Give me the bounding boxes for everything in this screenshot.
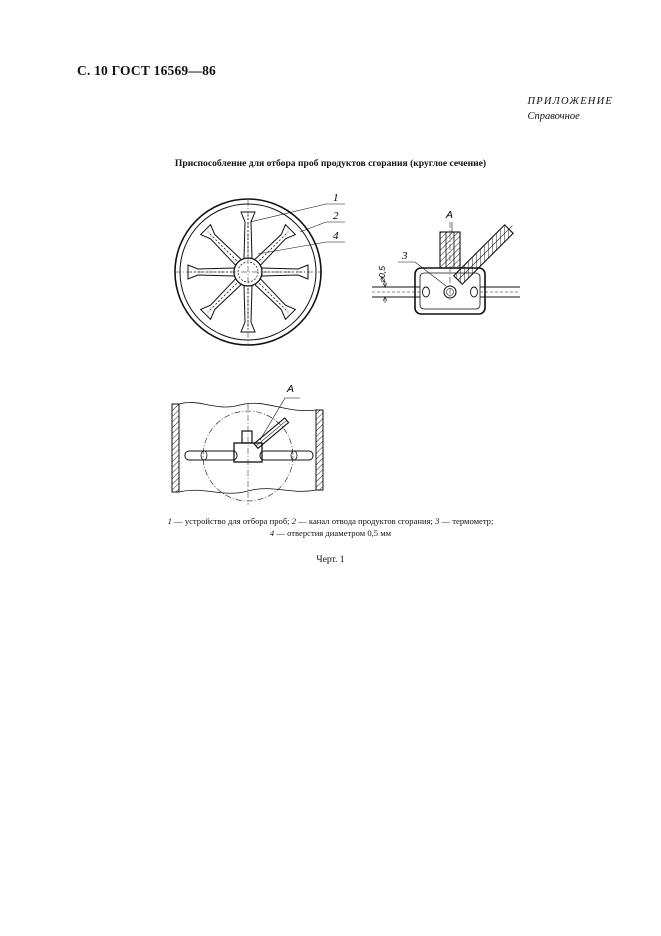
caption-text-3: — термометр; [439, 516, 494, 526]
callout-3: 3 [402, 250, 408, 262]
pipe-side-view [172, 398, 323, 505]
caption-text-4: — отверстия диаметром 0,5 мм [274, 528, 392, 538]
caption-text-1: — устройство для отбора проб; [171, 516, 292, 526]
caption-num-4: 4 [269, 528, 275, 538]
callout-1: 1 [333, 192, 339, 204]
appendix-subtitle: Справочное [527, 111, 580, 122]
page-header: С. 10 ГОСТ 16569—86 [77, 63, 216, 78]
callout-4: 4 [333, 230, 339, 242]
caption-line-2 [0, 527, 661, 539]
dimension-label: ⌀0,5 [377, 266, 387, 283]
detail-a-view [372, 221, 520, 314]
caption-num-2: 2 [291, 516, 297, 526]
caption-text-2: — канал отвода продуктов сгорания; [296, 516, 436, 526]
caption-num-1: 1 [167, 516, 172, 526]
caption-line-1 [0, 515, 661, 527]
callout-2: 2 [333, 210, 339, 222]
caption-num-3: 3 [435, 516, 440, 526]
detail-a-label: A [446, 209, 454, 221]
figure-title: Приспособление для отбора проб продуктов сгорания (круглое сечение) [174, 158, 487, 169]
detail-a-label-side: A [287, 383, 295, 395]
figure-caption [0, 515, 661, 539]
appendix-title: ПРИЛОЖЕНИЕ [527, 96, 613, 107]
circular-section-view [175, 199, 345, 345]
figure-number: Черт. 1 [316, 554, 345, 565]
